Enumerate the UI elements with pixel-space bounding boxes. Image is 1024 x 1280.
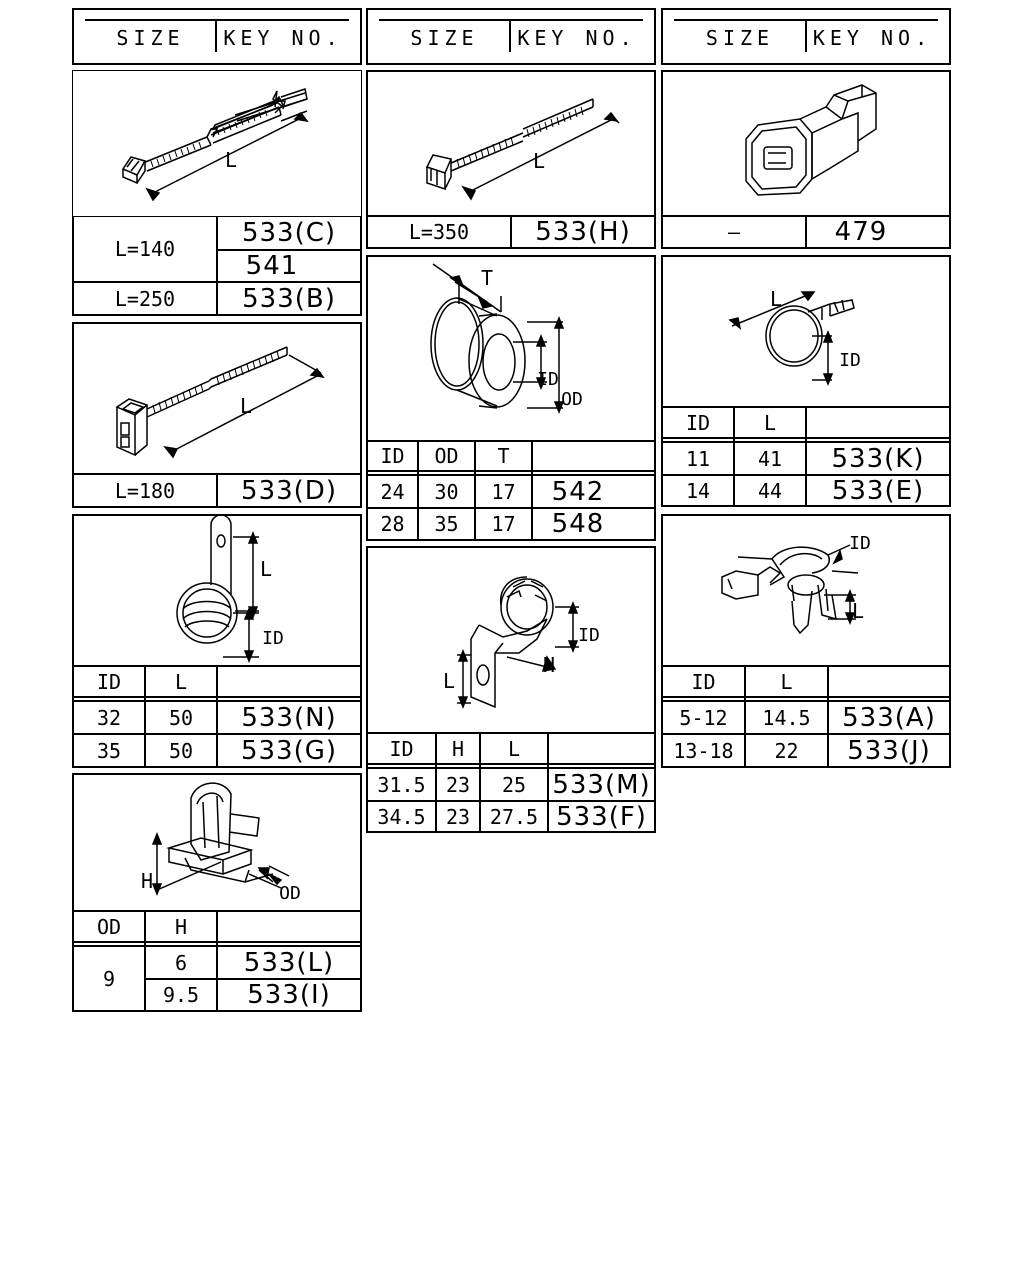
table-cell: 31.5: [377, 772, 426, 797]
size-cell: L=180: [114, 478, 176, 503]
key-number: 548: [551, 509, 605, 539]
table-cell: 27.5: [489, 804, 539, 829]
key-number: 533(L): [243, 947, 335, 978]
connector-illustration: [662, 71, 950, 216]
key-number: 533(D): [241, 475, 337, 506]
column-header: T: [497, 444, 510, 468]
column-header: ID: [96, 669, 122, 694]
column-header: H: [451, 736, 465, 761]
column-header: H: [174, 914, 188, 939]
key-number: 533(G): [240, 735, 338, 766]
header-size-label: SIZE: [410, 26, 479, 50]
table-cell: 6: [174, 950, 188, 975]
table-cell: 5-12: [679, 705, 728, 730]
key-number: 541: [245, 251, 299, 281]
table-cell: 11: [685, 446, 711, 471]
column-header: ID: [691, 669, 716, 694]
column-header: L: [780, 669, 793, 694]
size-cell: —: [727, 220, 741, 244]
header-size-label: SIZE: [116, 26, 185, 50]
column-header: L: [174, 669, 188, 694]
key-number: 533(M): [552, 769, 651, 800]
column-header: ID: [380, 444, 405, 468]
table-cell: 17: [491, 479, 516, 504]
table-cell: 28: [380, 512, 405, 536]
column-header: OD: [96, 914, 122, 939]
key-number: 533(J): [847, 735, 931, 766]
column-header: ID: [685, 410, 711, 435]
table-cell: 14.5: [762, 705, 811, 730]
table-cell: 44: [757, 478, 783, 503]
dim-label-l: L: [851, 599, 865, 623]
size-cell: L=140: [114, 237, 176, 261]
key-number: 533(K): [831, 443, 925, 474]
size-cell: L=350: [408, 220, 470, 244]
dim-label-t: T: [480, 266, 494, 290]
table-cell: 50: [168, 738, 194, 763]
key-number: 533(H): [535, 217, 631, 247]
grommet-illustration: [367, 256, 655, 441]
column-header: L: [763, 410, 777, 435]
cable-tie-long-illustration: [367, 71, 655, 216]
table-cell: 9: [102, 966, 116, 991]
table-cell: 14: [685, 478, 711, 503]
table-cell: 24: [380, 479, 405, 504]
key-number: 533(B): [242, 283, 336, 314]
dim-label-id: ID: [578, 624, 600, 646]
push-clip-illustration: [73, 774, 361, 911]
size-cell: L=250: [114, 286, 176, 311]
key-number: 479: [834, 217, 888, 247]
dim-label-l: L: [532, 149, 546, 173]
cable-tie-main-illustration: [73, 71, 361, 216]
table-cell: 23: [445, 804, 471, 829]
table-cell: 9.5: [162, 983, 200, 1007]
table-cell: 41: [757, 446, 783, 471]
header-key-label: KEY NO.: [223, 26, 343, 50]
dim-label-l: L: [224, 148, 238, 172]
table-cell: 30: [434, 479, 459, 504]
dim-label-h: H: [140, 869, 154, 893]
dim-label-od: OD: [561, 388, 583, 410]
dim-label-id: ID: [262, 627, 284, 649]
key-number: 533(E): [831, 475, 925, 506]
table-cell: 17: [491, 512, 516, 536]
column-header: ID: [389, 736, 414, 761]
dim-label-l: L: [769, 287, 783, 311]
dim-label-id: ID: [839, 349, 861, 371]
dim-label-id: ID: [537, 368, 559, 390]
cable-tie-mount-illustration: [73, 323, 361, 474]
table-cell: 23: [445, 772, 471, 797]
p-clip-illustration: [73, 515, 361, 666]
dim-label-l: L: [259, 557, 273, 581]
key-number: 533(N): [241, 702, 337, 733]
key-number: 542: [551, 476, 605, 507]
dim-label-id: ID: [849, 532, 871, 554]
table-cell: 13-18: [673, 738, 734, 763]
dim-label-od: OD: [279, 882, 301, 904]
table-cell: 25: [501, 772, 527, 797]
header-key-label: KEY NO.: [517, 26, 637, 50]
column-header: OD: [434, 444, 459, 468]
table-cell: 34.5: [377, 804, 426, 829]
dim-label-h: H: [542, 653, 556, 677]
key-number: 533(F): [556, 801, 647, 832]
pipe-clip-illustration: [662, 515, 950, 666]
saddle-clip-illustration: [367, 547, 655, 733]
dim-label-l: L: [442, 669, 456, 693]
header-key-label: KEY NO.: [812, 26, 933, 50]
key-number: 533(C): [241, 218, 337, 248]
key-number: 533(A): [842, 702, 936, 733]
table-cell: 22: [774, 738, 799, 763]
column-header: L: [507, 736, 521, 761]
header-size-label: SIZE: [705, 26, 775, 50]
dim-label-l: L: [239, 394, 253, 418]
table-cell: 35: [434, 512, 459, 536]
key-number: 533(I): [247, 980, 331, 1010]
table-cell: 32: [96, 705, 122, 730]
table-cell: 35: [96, 738, 122, 763]
table-cell: 50: [168, 705, 194, 730]
hose-clamp-illustration: [662, 256, 950, 407]
